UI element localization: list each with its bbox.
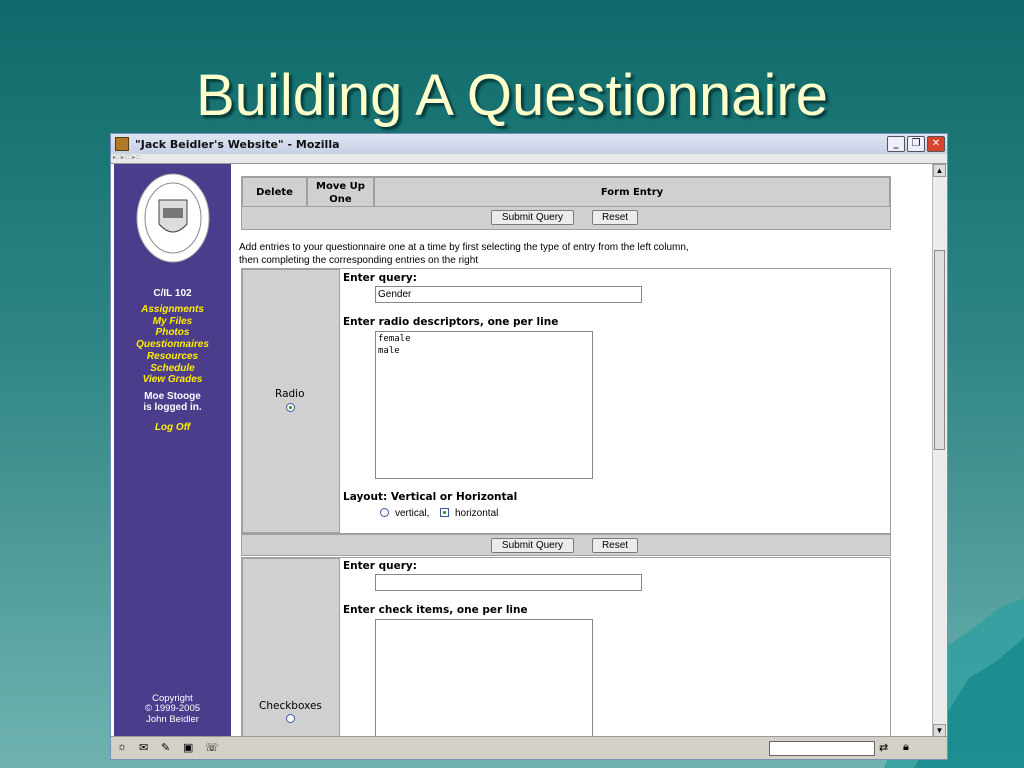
- window-titlebar: [111, 134, 947, 154]
- submit-query-button-middle[interactable]: Submit Query: [491, 538, 574, 553]
- page-content: [111, 164, 947, 737]
- submit-query-button-top[interactable]: Submit Query: [491, 210, 574, 225]
- nav-resources[interactable]: Resources: [146, 350, 199, 362]
- maximize-button[interactable]: ❐: [907, 136, 925, 152]
- layout-horizontal-label: horizontal: [455, 508, 499, 519]
- instructions-line2: then completing the corresponding entries on the right: [239, 255, 479, 266]
- radio-query-input[interactable]: Gender: [375, 286, 642, 303]
- left-nav: [114, 164, 231, 737]
- login-status: [114, 391, 231, 414]
- course-code: C/IL 102: [153, 288, 192, 299]
- mozilla-app-icon: [115, 137, 129, 151]
- nav-questionnaires[interactable]: Questionnaires: [136, 339, 209, 351]
- reset-button-top[interactable]: Reset: [592, 210, 638, 225]
- nav-photos[interactable]: Photos: [155, 327, 190, 339]
- close-button[interactable]: ✕: [927, 136, 945, 152]
- address-book-icon[interactable]: ▣: [183, 742, 194, 754]
- login-user: Moe Stooge: [144, 390, 201, 402]
- slide-title: Building A Questionnaire: [196, 63, 828, 128]
- checkbox-query-input[interactable]: [375, 574, 642, 591]
- col-move-up-line2: One: [329, 194, 352, 205]
- tab-strip[interactable]: ▸:::▸:::::▸:::: [111, 154, 947, 164]
- mail-icon[interactable]: ✉: [139, 742, 149, 754]
- nav-schedule[interactable]: Schedule: [150, 362, 195, 374]
- layout-vertical-radio[interactable]: [380, 508, 389, 517]
- checkbox-type-label: Checkboxes: [259, 700, 322, 712]
- layout-vertical-label: vertical,: [395, 508, 430, 519]
- copyright-line2: © 1999-2005: [144, 703, 201, 714]
- composer-icon[interactable]: ✎: [161, 742, 171, 754]
- nav-assignments[interactable]: Assignments: [141, 304, 204, 315]
- checkbox-type-selector[interactable]: [286, 714, 295, 723]
- copyright-line1: Copyright: [152, 692, 193, 704]
- copyright: [114, 694, 231, 726]
- radio-query-label: Enter query:: [343, 272, 417, 284]
- university-seal-logo: [135, 172, 211, 264]
- checkbox-items-label: Enter check items, one per line: [343, 604, 528, 616]
- login-state: is logged in.: [143, 402, 202, 414]
- radio-type-label: Radio: [275, 388, 305, 400]
- col-delete: Delete: [242, 177, 307, 207]
- scroll-down-arrow-icon[interactable]: ▼: [933, 724, 946, 737]
- scrollbar-thumb[interactable]: [934, 250, 945, 450]
- instructions-line1: Add entries to your questionnaire one at a time by first selecting the type of entry from the left column,: [239, 242, 689, 253]
- reset-button-middle[interactable]: Reset: [592, 538, 638, 553]
- logoff-link[interactable]: Log Off: [154, 421, 191, 433]
- scroll-up-arrow-icon[interactable]: ▲: [933, 164, 946, 177]
- col-move-up: [307, 177, 374, 207]
- col-form-entry: Form Entry: [374, 177, 890, 207]
- nav-view-grades[interactable]: View Grades: [142, 374, 203, 386]
- copyright-line3: John Beidler: [146, 713, 199, 725]
- minimize-button[interactable]: _: [887, 136, 905, 152]
- online-status-icon[interactable]: ⇄: [879, 742, 889, 754]
- layout-horizontal-radio[interactable]: [440, 508, 449, 517]
- nav-my-files[interactable]: My Files: [152, 315, 193, 327]
- checkbox-items-textarea[interactable]: [375, 619, 593, 737]
- radio-type-selector[interactable]: [286, 403, 295, 412]
- navigator-icon[interactable]: ☼: [117, 741, 128, 753]
- chat-icon[interactable]: ☏: [205, 742, 219, 754]
- status-bar: [111, 736, 947, 759]
- window-title: "Jack Beidler's Website" - Mozilla: [135, 137, 340, 151]
- security-lock-icon[interactable]: 🔒︎: [903, 741, 909, 753]
- vertical-scrollbar[interactable]: [932, 164, 947, 737]
- checkbox-query-label: Enter query:: [343, 560, 417, 572]
- col-move-up-line1: Move Up: [316, 181, 365, 192]
- status-progress-field: [769, 741, 875, 756]
- radio-type-cell: [242, 269, 340, 533]
- radio-descriptors-textarea[interactable]: female male: [375, 331, 593, 479]
- radio-descriptors-label: Enter radio descriptors, one per line: [343, 316, 559, 328]
- form-area: [236, 164, 933, 737]
- radio-layout-label: Layout: Vertical or Horizontal: [343, 491, 518, 503]
- browser-window: [110, 133, 948, 760]
